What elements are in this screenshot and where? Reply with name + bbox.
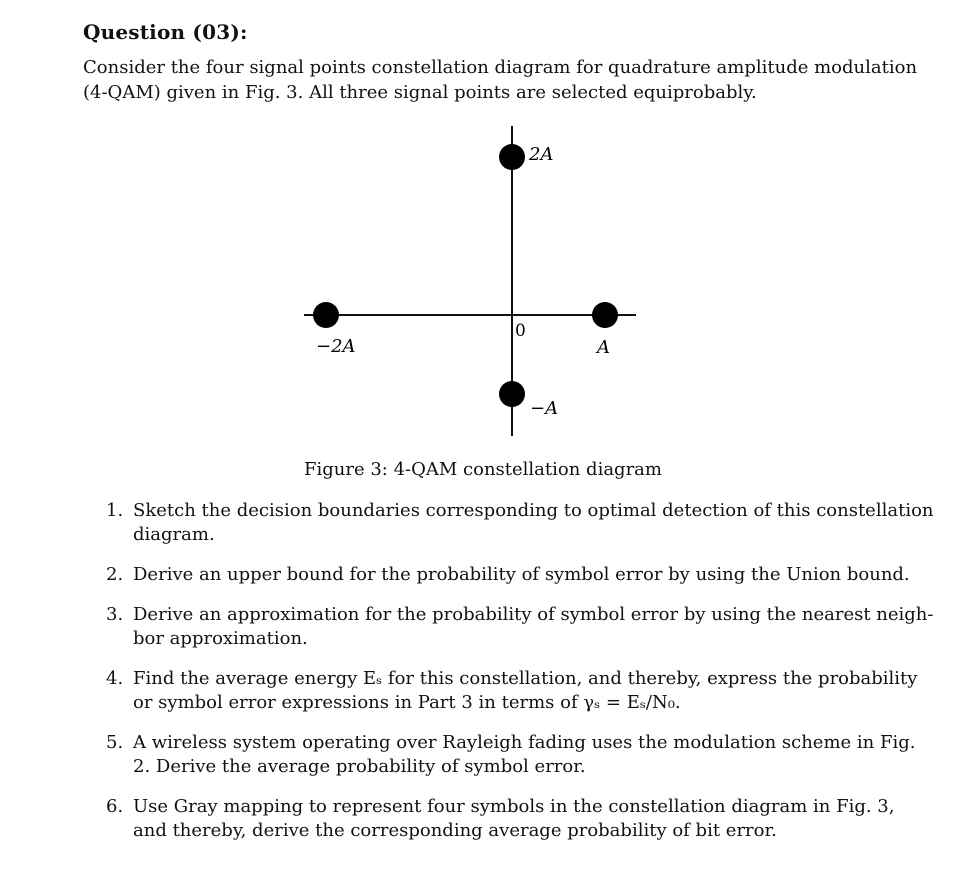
item-number: 6. bbox=[106, 796, 124, 817]
signal-point-left bbox=[313, 302, 339, 328]
item-text-line: Find the average energy Eₛ for this constellation, and thereby, express the probability bbox=[133, 668, 918, 689]
item-text-line: Derive an approximation for the probability of symbol error by using the nearest neigh- bbox=[133, 604, 934, 625]
question-item-4 bbox=[106, 667, 918, 715]
item-text-line: 2. Derive the average probability of symbol error. bbox=[133, 756, 586, 777]
signal-point-bottom bbox=[499, 381, 525, 407]
question-item-3 bbox=[106, 603, 934, 651]
item-text-line: Use Gray mapping to represent four symbols in the constellation diagram in Fig. 3, bbox=[133, 796, 895, 817]
intro-line-1: Consider the four signal points constellation diagram for quadrature amplitude modulation bbox=[83, 57, 918, 78]
intro-line-2: (4-QAM) given in Fig. 3. All three signal points are selected equiprobably. bbox=[83, 82, 757, 103]
item-text-line: A wireless system operating over Rayleigh fading uses the modulation scheme in Fig. bbox=[133, 732, 916, 753]
item-text-line: and thereby, derive the corresponding average probability of bit error. bbox=[133, 820, 777, 841]
item-number: 5. bbox=[106, 732, 124, 753]
item-number: 4. bbox=[106, 668, 124, 689]
question-title: Question (03): bbox=[83, 20, 248, 44]
question-item-1 bbox=[106, 499, 934, 547]
question-item-2 bbox=[106, 563, 910, 587]
item-number: 2. bbox=[106, 564, 124, 585]
item-text-line: Sketch the decision boundaries corresponding to optimal detection of this constellation bbox=[133, 500, 934, 521]
question-items bbox=[106, 499, 934, 859]
label-bottom: −A bbox=[530, 398, 559, 419]
item-number: 1. bbox=[106, 500, 124, 521]
item-text-line: or symbol error expressions in Part 3 in terms of γₛ = Eₛ/N₀. bbox=[133, 692, 681, 713]
item-text-line: bor approximation. bbox=[133, 628, 308, 649]
label-origin: 0 bbox=[515, 321, 526, 341]
label-top: 2A bbox=[529, 144, 554, 165]
label-right: A bbox=[597, 337, 610, 358]
question-item-6 bbox=[106, 795, 895, 843]
item-text-line: diagram. bbox=[133, 524, 215, 545]
item-text-line: Derive an upper bound for the probability of symbol error by using the Union bound. bbox=[133, 564, 910, 585]
label-left: −2A bbox=[316, 336, 356, 357]
item-number: 3. bbox=[106, 604, 124, 625]
figure-caption: Figure 3: 4-QAM constellation diagram bbox=[304, 459, 662, 480]
signal-point-top bbox=[499, 144, 525, 170]
question-item-5 bbox=[106, 731, 916, 779]
signal-point-right bbox=[592, 302, 618, 328]
